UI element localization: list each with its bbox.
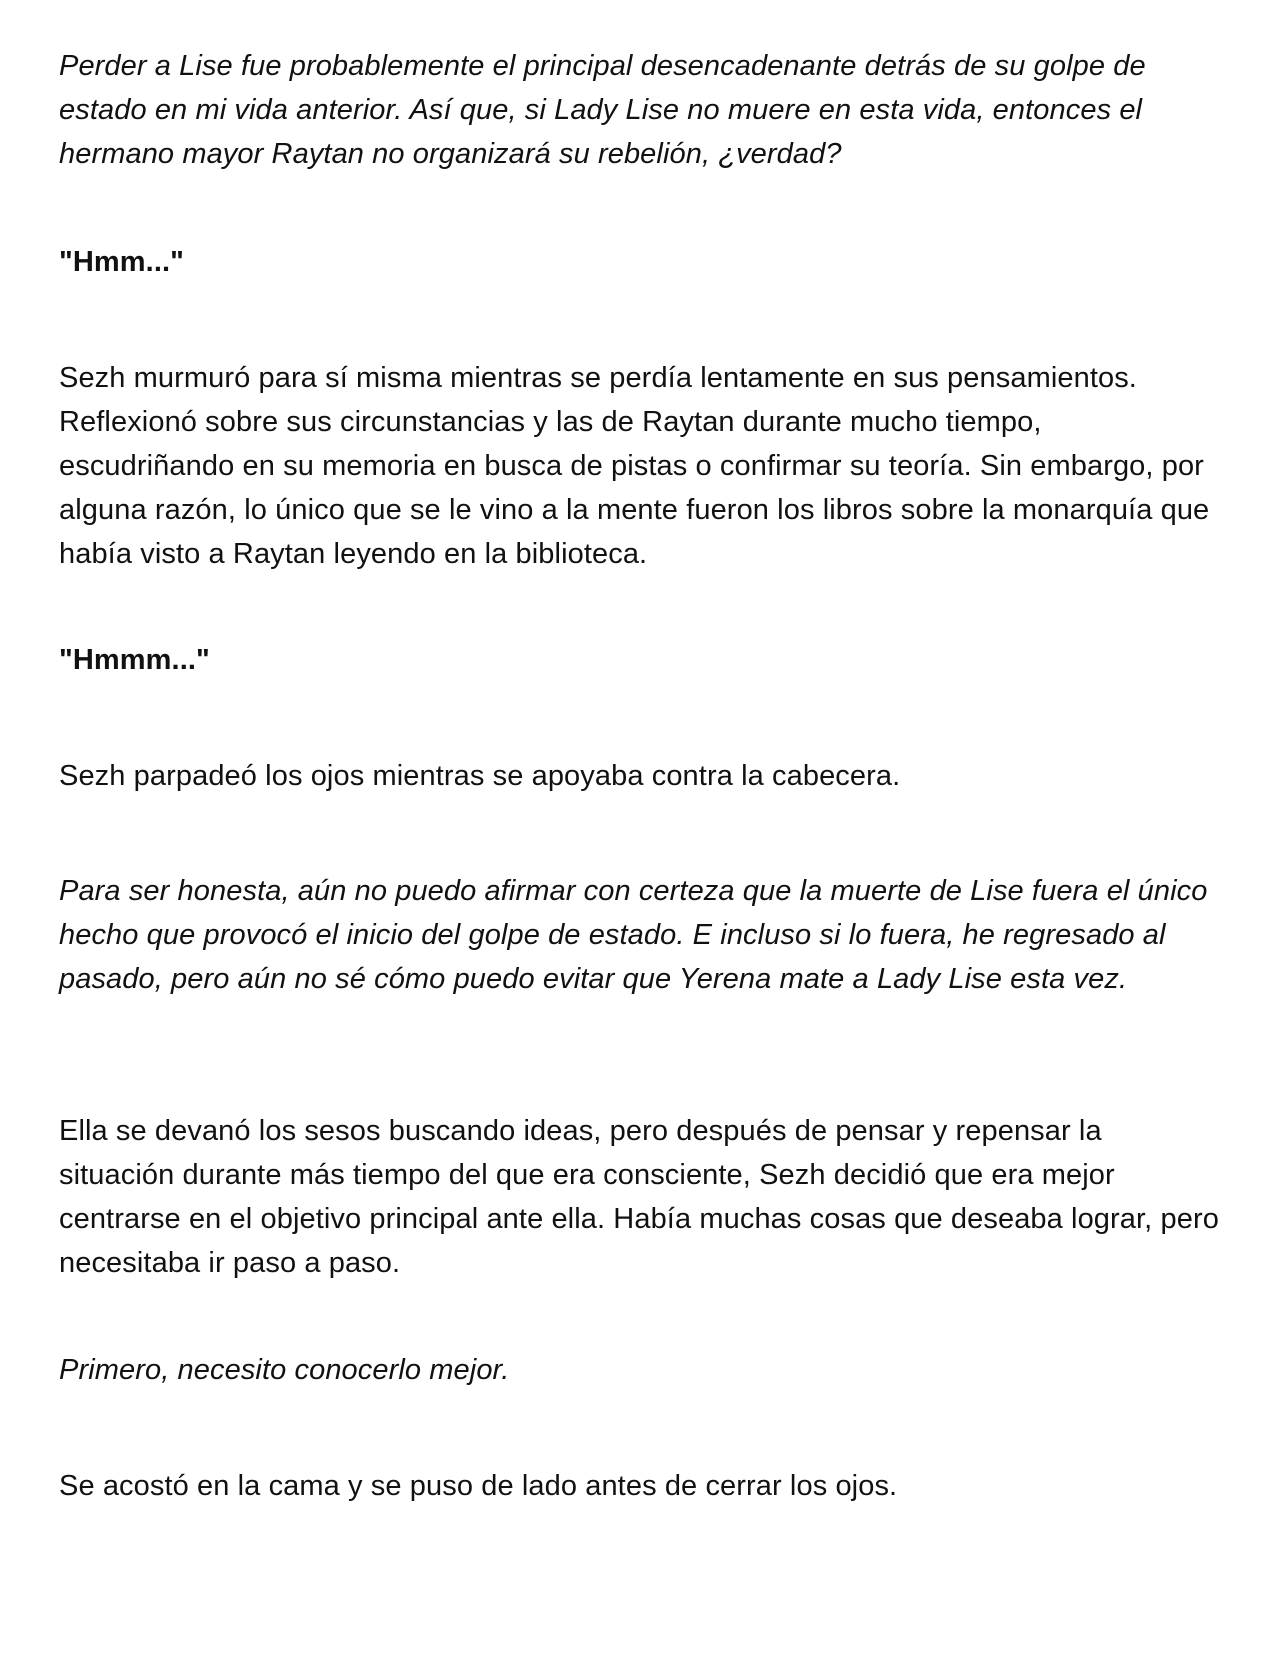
paragraph-inner-thought-1: Perder a Lise fue probablemente el principal desencadenante detrás de su golpe de estado en mi vida anterior. Así que, si Lady Lise no muere en esta vida, entonces el hermano mayor Raytan no organizará su rebelión, ¿verdad? bbox=[59, 50, 1146, 170]
paragraph-dialogue-hmm: "Hmm..." bbox=[59, 246, 184, 278]
paragraph-inner-thought-2: Para ser honesta, aún no puedo afirmar con certeza que la muerte de Lise fuera el único hecho que provocó el inicio del golpe de estado. E incluso si lo fuera, he regresado al pasado, pero aún no sé cómo puedo evitar que Yerena mate a Lady Lise esta vez. bbox=[59, 875, 1208, 995]
paragraph-narration-2: Sezh parpadeó los ojos mientras se apoyaba contra la cabecera. bbox=[59, 760, 901, 792]
paragraph-narration-3: Ella se devanó los sesos buscando ideas, pero después de pensar y repensar la situación durante más tiempo del que era consciente, Sezh decidió que era mejor centrarse en el objetivo principal ante ella. Había muchas cosas que deseaba lograr, pero necesitaba ir paso a paso. bbox=[59, 1115, 1219, 1279]
paragraph-narration-1: Sezh murmuró para sí misma mientras se perdía lentamente en sus pensamientos. Reflexionó sobre sus circunstancias y las de Raytan durante mucho tiempo, escudriñando en su memoria en busca de pistas o confirmar su teoría. Sin embargo, por alguna razón, lo único que se le vino a la mente fueron los libros sobre la monarquía que había visto a Raytan leyendo en la biblioteca. bbox=[59, 362, 1210, 570]
paragraph-dialogue-hmmm: "Hmmm..." bbox=[59, 644, 210, 676]
paragraph-inner-thought-3: Primero, necesito conocerlo mejor. bbox=[59, 1354, 510, 1386]
paragraph-narration-4: Se acostó en la cama y se puso de lado antes de cerrar los ojos. bbox=[59, 1470, 898, 1502]
